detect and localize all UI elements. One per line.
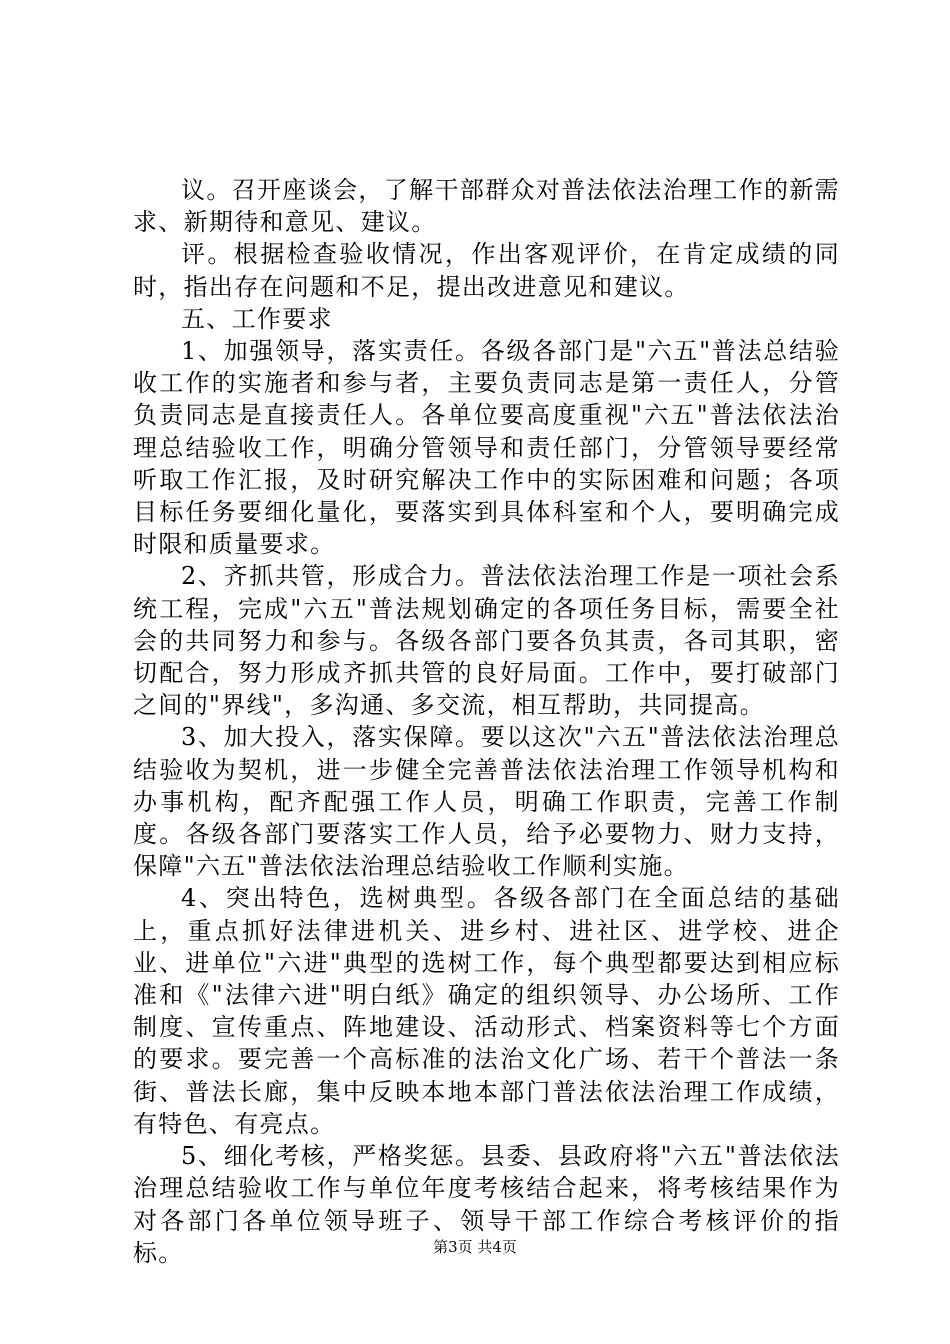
- paragraph-requirement-2: 2、齐抓共管，形成合力。普法依法治理工作是一项社会系统工程，完成"六五"普法规划确定的各项任务目标，需要全社会的共同努力和参与。各级各部门要各负其责，各司其职，密切配合，努力形成齐抓共管的良好局面。工作中，要打破部门之间的"界线"，多沟通、多交流，相互帮助，共同提高。: [133, 562, 840, 720]
- document-body: [133, 174, 840, 1269]
- paragraph-evaluation: 评。根据检查验收情况，作出客观评价，在肯定成绩的同时，指出存在问题和不足，提出改进意见和建议。: [133, 240, 840, 301]
- section-heading-work-requirements: 五、工作要求: [181, 304, 333, 333]
- paragraph-requirement-4: 4、突出特色，选树典型。各级各部门在全面总结的基础上，重点抓好法律进机关、进乡村、进社区、进学校、进企业、进单位"六进"典型的选树工作，每个典型都要达到相应标准和《"法律六进"明白纸》确定的组织领导、办公场所、工作制度、宣传重点、阵地建设、活动形式、档案资料等七个方面的要求。要完善一个高标准的法治文化广场、若干个普法一条街、普法长廊，集中反映本地本部门普法依法治理工作成绩，有特色、有亮点。: [133, 884, 840, 1138]
- paragraph-discussion: 议。召开座谈会，了解干部群众对普法依法治理工作的新需求、新期待和意见、建议。: [133, 176, 840, 237]
- paragraph-requirement-3: 3、加大投入，落实保障。要以这次"六五"普法依法治理总结验收为契机，进一步健全完善普法依法治理工作领导机构和办事机构，配齐配强工作人员，明确工作职责，完善工作制度。各级各部门要落实工作人员，给予必要物力、财力支持，保障"六五"普法依法治理总结验收工作顺利实施。: [133, 723, 840, 881]
- paragraph-requirement-1: 1、加强领导，落实责任。各级各部门是"六五"普法总结验收工作的实施者和参与者，主要负责同志是第一责任人，分管负责同志是直接责任人。各单位要高度重视"六五"普法依法治理总结验收工作，明确分管领导和责任部门，分管领导要经常听取工作汇报，及时研究解决工作中的实际困难和问题；各项目标任务要细化量化，要落实到具体科室和个人，要明确完成时限和质量要求。: [133, 337, 840, 559]
- paragraph-requirement-5: 5、细化考核，严格奖惩。县委、县政府将"六五"普法依法治理总结验收工作与单位年度考核结合起来，将考核结果作为对各部门各单位领导班子、领导干部工作综合考核评价的指标。: [133, 1142, 840, 1267]
- page-number-footer: 第3页 共4页: [433, 1238, 517, 1256]
